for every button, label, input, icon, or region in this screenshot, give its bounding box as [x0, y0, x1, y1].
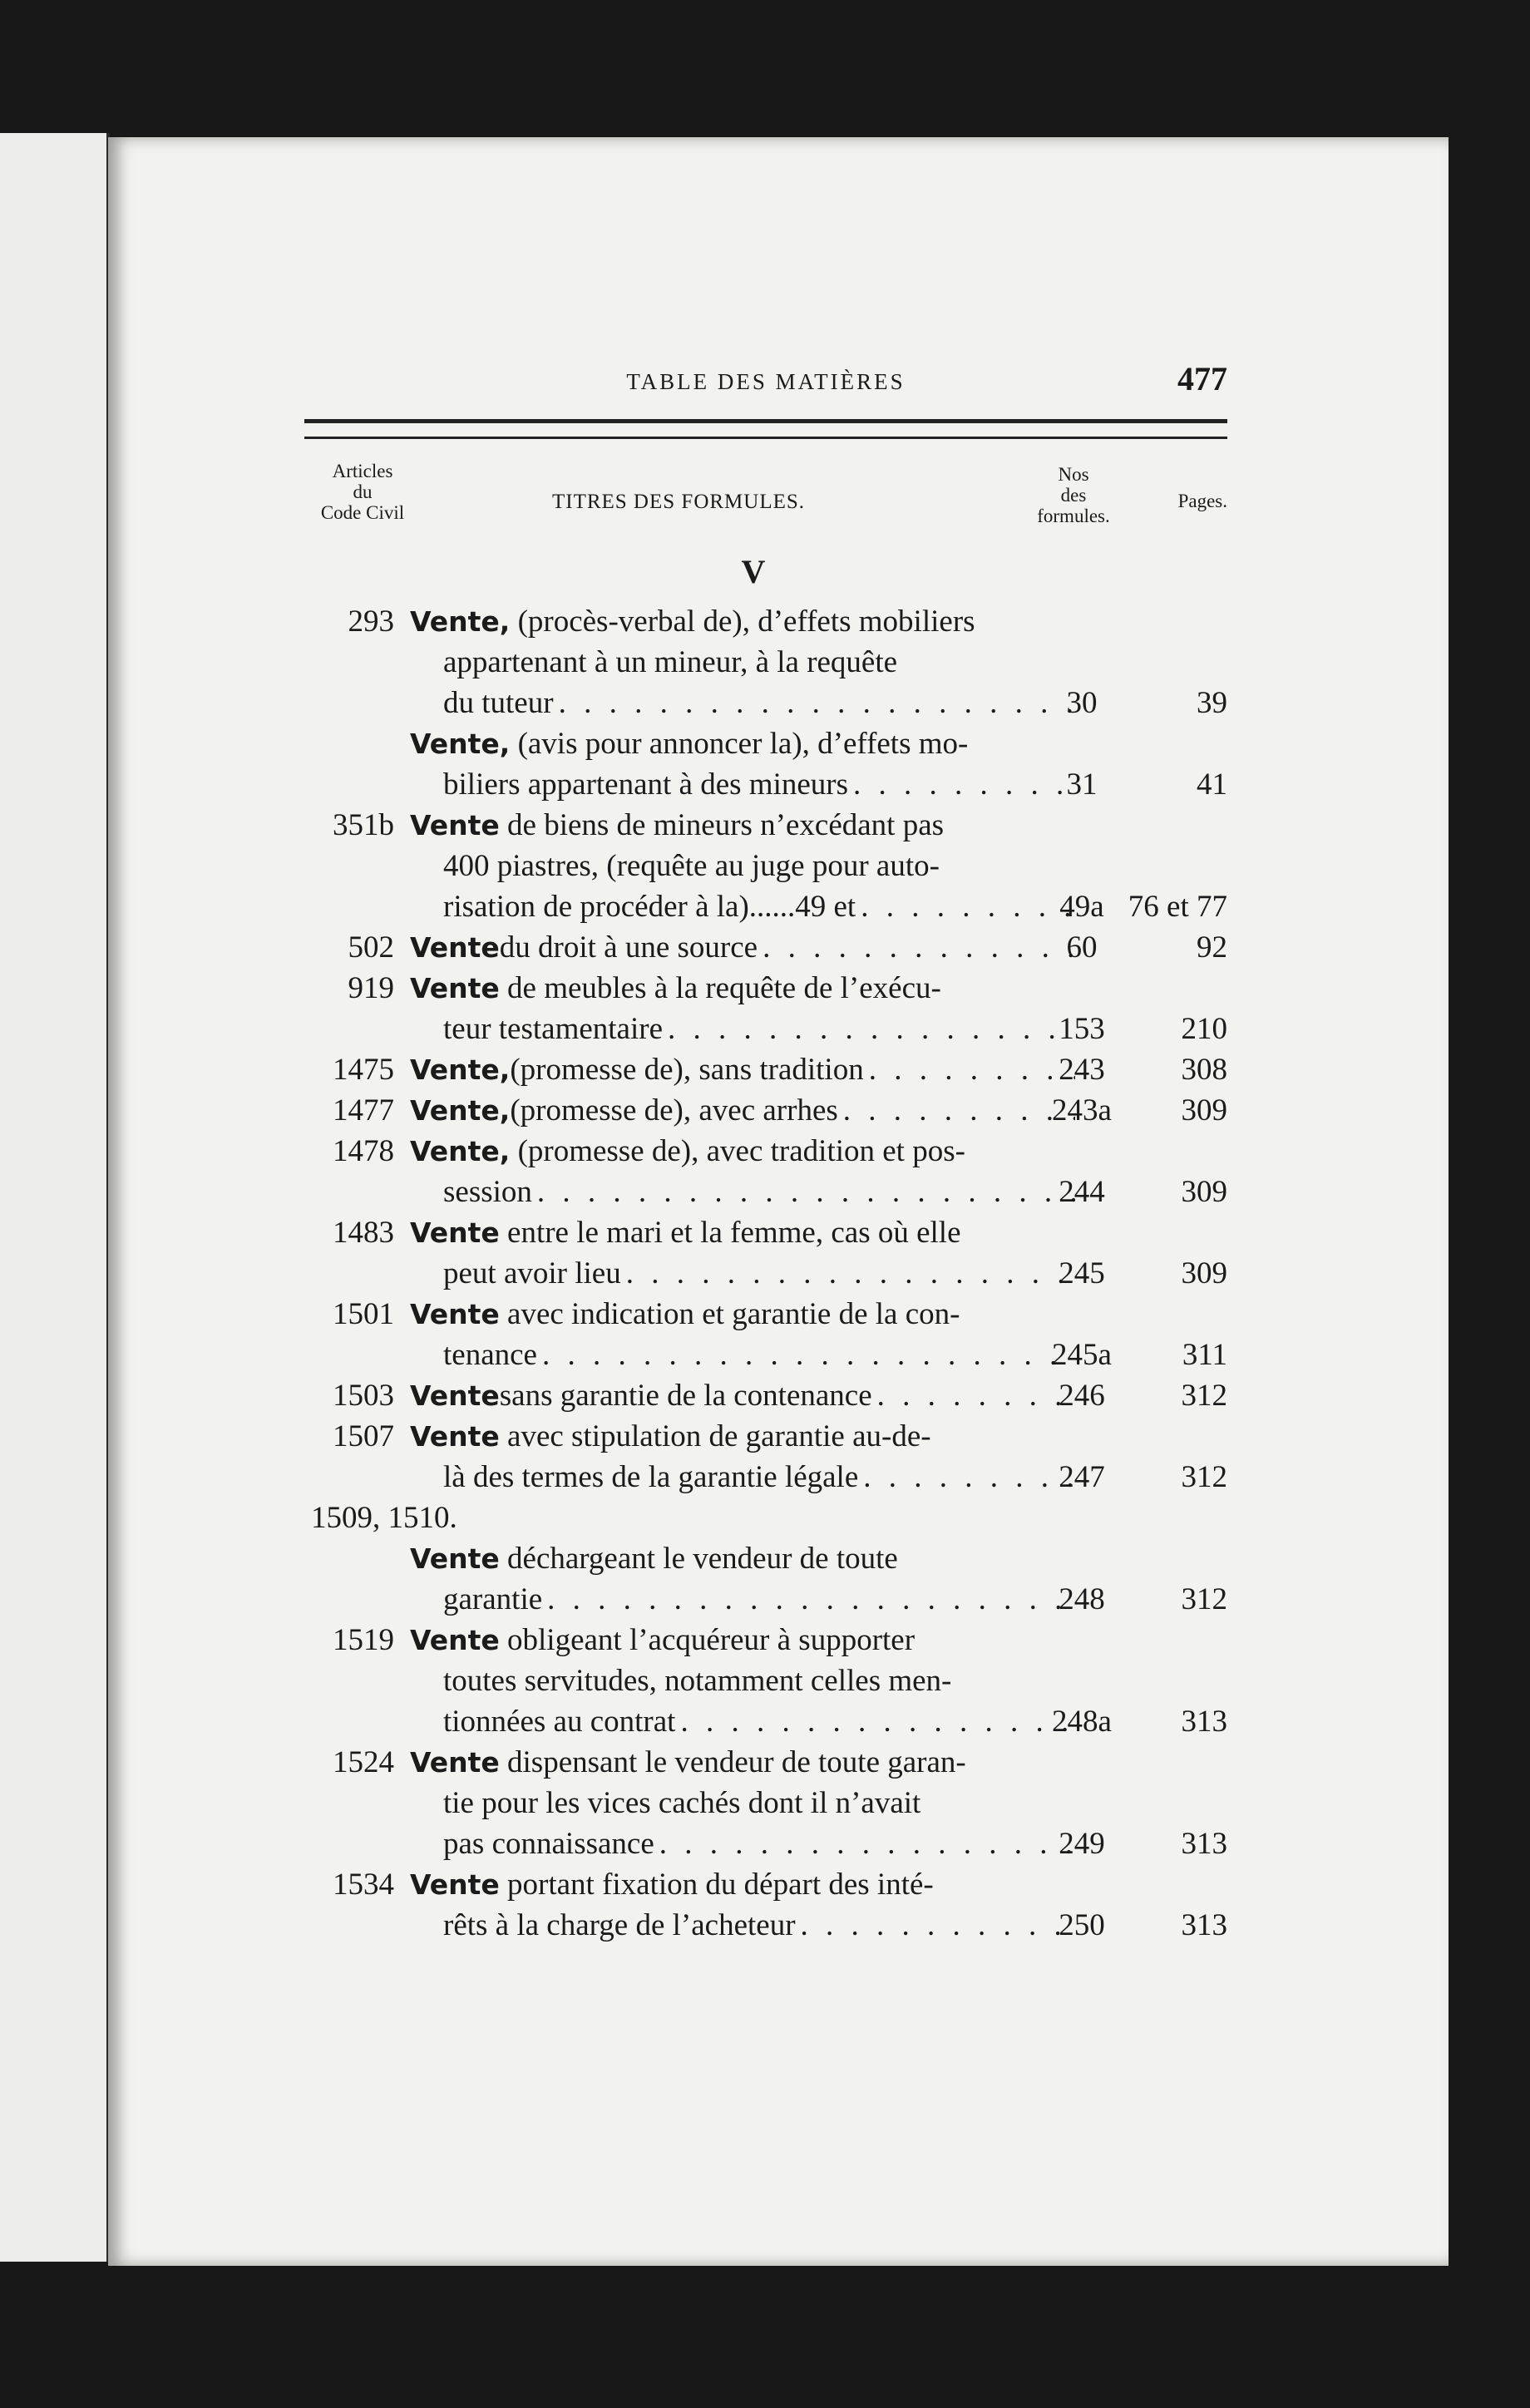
entry-text: de meubles à la requête de l’exécu- [507, 971, 941, 1005]
entry-last-line [443, 1335, 1075, 1375]
entry-text: de biens de mineurs n’excédant pas [507, 808, 945, 842]
entry-head-word: Vente [410, 1298, 500, 1330]
entry-title [410, 1742, 1075, 1864]
article-number: 1524 [333, 1745, 394, 1779]
entry-line [410, 1131, 1075, 1172]
entry-head-word: Vente [410, 1420, 500, 1453]
entry-head-word: Vente, [410, 1054, 511, 1086]
entry-text: portant fixation du départ des inté- [507, 1868, 934, 1902]
entry-text: avec stipulation de garantie au-de- [507, 1419, 931, 1453]
formula-number: 243a [1052, 1093, 1112, 1128]
entry-line [410, 1538, 1075, 1579]
titles-column-header: TITRES DES FORMULES. [551, 491, 806, 513]
page-reference: 210 [1181, 1012, 1227, 1046]
entry-line [410, 1620, 1075, 1660]
leader-dots [668, 1009, 1075, 1049]
entry-text: sans garantie de la contenance [499, 1379, 872, 1413]
leader-dots [547, 1579, 1075, 1620]
entry-last-line [410, 1090, 1075, 1131]
entry-line [410, 723, 1075, 764]
formula-number: 245a [1052, 1338, 1112, 1372]
entry-text: du tuteur [443, 686, 554, 720]
entry-line [410, 1457, 1075, 1498]
table-row [304, 1620, 1227, 1742]
table-row [304, 723, 1227, 805]
entry-title [410, 723, 1075, 805]
table-row [304, 1294, 1227, 1375]
entry-text: (promesse de), avec tradition et pos- [517, 1134, 965, 1168]
page-reference: 312 [1181, 1379, 1227, 1413]
entry-text: tionnées au contrat [443, 1705, 676, 1739]
entry-head-word: Vente, [410, 605, 511, 638]
entry-last-line [443, 1905, 1075, 1946]
entry-line [410, 1864, 1075, 1905]
page-reference: 92 [1197, 930, 1227, 965]
page-reference: 39 [1197, 686, 1227, 720]
entry-text: (avis pour annoncer la), d’effets mo- [517, 727, 969, 761]
entry-line [410, 1335, 1075, 1375]
entry-line [410, 1090, 1075, 1131]
articles-column-header: Articles du Code Civil [320, 461, 405, 523]
section-letter: V [741, 553, 766, 590]
table-row [304, 1212, 1227, 1294]
leader-dots [801, 1905, 1075, 1946]
page-reference: 312 [1181, 1460, 1227, 1494]
running-head [304, 349, 1227, 407]
entry-text: entre le mari et la femme, cas où elle [507, 1216, 961, 1250]
table-row [304, 927, 1227, 968]
entry-line [410, 1905, 1075, 1946]
entry-last-line [410, 1375, 1075, 1416]
entry-line [410, 1049, 1075, 1090]
leader-dots [626, 1253, 1075, 1294]
page-reference: 313 [1181, 1827, 1227, 1861]
facing-page-edge [0, 133, 110, 2262]
article-range-line: 1509, 1510. [311, 1501, 457, 1535]
entry-title [410, 1131, 1075, 1212]
article-number: 1519 [333, 1623, 394, 1657]
formula-number: 243 [1059, 1053, 1105, 1087]
entry-title [410, 1090, 1075, 1131]
entry-last-line [410, 927, 1075, 968]
entry-line [410, 1742, 1075, 1783]
entry-title [410, 601, 1075, 723]
formula-number: 153 [1059, 1012, 1105, 1046]
entry-head-word: Vente, [410, 1135, 511, 1167]
entry-title [410, 1049, 1075, 1090]
entry-text: session [443, 1175, 532, 1209]
page-content [304, 349, 1227, 1946]
entry-text: 400 piastres, (requête au juge pour auto- [443, 849, 940, 883]
formula-number: 248 [1059, 1582, 1105, 1616]
formula-number: 245 [1059, 1256, 1105, 1290]
entries-list-continued [304, 1538, 1227, 1946]
formula-number: 60 [1066, 930, 1098, 965]
entry-line [410, 1823, 1075, 1864]
entry-line [410, 1212, 1075, 1253]
leader-dots [680, 1701, 1075, 1742]
nos-column-header: Nos des formules. [1037, 464, 1110, 526]
entry-head-word: Vente [410, 1379, 500, 1412]
leader-dots [659, 1823, 1075, 1864]
entry-title [410, 1212, 1075, 1294]
table-row [304, 1090, 1227, 1131]
entry-text: rêts à la charge de l’acheteur [443, 1908, 796, 1942]
entry-head-word: Vente, [410, 1094, 511, 1127]
entry-title [410, 1416, 1075, 1498]
entry-text: tie pour les vices cachés dont il n’avait [443, 1786, 921, 1820]
table-row [304, 1538, 1227, 1620]
article-number: 1503 [333, 1379, 394, 1413]
entry-text: biliers appartenant à des mineurs [443, 767, 848, 802]
entry-line [410, 846, 1075, 886]
entry-text: appartenant à un mineur, à la requête [443, 645, 898, 679]
page-reference: 312 [1181, 1582, 1227, 1616]
entry-head-word: Vente [410, 1542, 500, 1575]
page-reference: 76 et 77 [1128, 890, 1227, 924]
table-row [304, 1131, 1227, 1212]
formula-number: 246 [1059, 1379, 1105, 1413]
entry-last-line [443, 886, 1075, 927]
entry-text: là des termes de la garantie légale [443, 1460, 859, 1494]
article-number: 1501 [333, 1297, 394, 1331]
formula-number: 247 [1059, 1460, 1105, 1494]
table-row [304, 1416, 1227, 1498]
entry-line [410, 1701, 1075, 1742]
formula-number: 49a [1059, 890, 1104, 924]
entry-last-line [443, 1823, 1075, 1864]
entry-last-line [410, 1049, 1075, 1090]
entry-text: du droit à une source [499, 930, 758, 965]
leader-dots [559, 683, 1075, 723]
article-number: 502 [348, 930, 394, 965]
table-row [304, 1375, 1227, 1416]
entry-text: pas connaissance [443, 1827, 654, 1861]
entry-line [410, 1660, 1075, 1701]
table-row [304, 805, 1227, 927]
entry-line [410, 968, 1075, 1009]
entry-title [410, 1864, 1075, 1946]
page-reference: 313 [1181, 1705, 1227, 1739]
entry-title [410, 1620, 1075, 1742]
entry-head-word: Vente [410, 1624, 500, 1656]
entry-line [410, 642, 1075, 683]
column-headers [304, 457, 1227, 549]
entry-last-line [443, 683, 1075, 723]
article-number: 1477 [333, 1093, 394, 1128]
article-number: 293 [348, 604, 394, 639]
entry-last-line [443, 1701, 1075, 1742]
article-number: 919 [348, 971, 394, 1005]
entry-head-word: Vente [410, 1868, 500, 1901]
entry-line [410, 1416, 1075, 1457]
article-number: 1478 [333, 1134, 394, 1168]
entry-text: obligeant l’acquéreur à supporter [507, 1623, 916, 1657]
entry-text: (promesse de), sans tradition [510, 1053, 864, 1087]
page-reference: 41 [1197, 767, 1227, 802]
entry-last-line [443, 1172, 1075, 1212]
page-reference: 311 [1182, 1338, 1227, 1372]
entry-line [410, 1579, 1075, 1620]
entry-line [410, 1172, 1075, 1212]
article-number: 1507 [333, 1419, 394, 1453]
formula-number: 31 [1066, 767, 1098, 802]
entry-title [410, 927, 1075, 968]
entry-line [410, 1375, 1075, 1416]
leader-dots [537, 1172, 1075, 1212]
entry-line [410, 1783, 1075, 1823]
page-reference: 309 [1181, 1256, 1227, 1290]
entry-text: risation de procéder à la)......49 et [443, 890, 856, 924]
entry-head-word: Vente [410, 1216, 500, 1249]
formula-number: 248a [1052, 1705, 1112, 1739]
entry-text: déchargeant le vendeur de toute [507, 1542, 898, 1576]
table-row [304, 1049, 1227, 1090]
entry-title [410, 1375, 1075, 1416]
entry-head-word: Vente [410, 931, 500, 964]
entry-line [410, 683, 1075, 723]
entry-last-line [443, 764, 1075, 805]
entry-line [410, 886, 1075, 927]
entry-line [410, 927, 1075, 968]
entry-last-line [443, 1009, 1075, 1049]
table-row [304, 1742, 1227, 1864]
entry-last-line [443, 1579, 1075, 1620]
formula-number: 250 [1059, 1908, 1105, 1942]
article-number: 1483 [333, 1216, 394, 1250]
running-title: TABLE DES MATIÈRES [626, 369, 906, 394]
formula-number: 244 [1059, 1175, 1105, 1209]
entry-head-word: Vente, [410, 728, 511, 760]
entry-text: garantie [443, 1582, 543, 1616]
entry-text: (procès-verbal de), d’effets mobiliers [517, 604, 975, 639]
entry-title [410, 805, 1075, 927]
leader-dots [542, 1335, 1075, 1375]
entry-head-word: Vente [410, 1746, 500, 1779]
entry-text: teur testamentaire [443, 1012, 664, 1046]
entry-line [410, 1009, 1075, 1049]
formula-number: 30 [1066, 686, 1098, 720]
entry-text: toutes servitudes, notamment celles men- [443, 1664, 952, 1698]
article-number: 1475 [333, 1053, 394, 1087]
table-row [304, 1864, 1227, 1946]
entry-line [410, 805, 1075, 846]
leader-dots [763, 927, 1075, 968]
entry-last-line [443, 1457, 1075, 1498]
entry-text: avec indication et garantie de la con- [507, 1297, 960, 1331]
entry-last-line [443, 1253, 1075, 1294]
double-rule [304, 419, 1227, 439]
entry-line [410, 1253, 1075, 1294]
article-number: 1534 [333, 1868, 394, 1902]
entries-list [304, 601, 1227, 1498]
pages-column-header: Pages. [1177, 491, 1227, 511]
entry-head-word: Vente [410, 809, 500, 841]
entry-line [410, 601, 1075, 642]
page-reference: 309 [1181, 1175, 1227, 1209]
entry-text: dispensant le vendeur de toute garan- [507, 1745, 966, 1779]
page-reference: 313 [1181, 1908, 1227, 1942]
page-number: 477 [1177, 360, 1227, 397]
table-row [304, 601, 1227, 723]
entry-line [410, 764, 1075, 805]
entry-title [410, 1538, 1075, 1620]
entry-title [410, 968, 1075, 1049]
entry-head-word: Vente [410, 972, 500, 1004]
table-row [304, 968, 1227, 1049]
formula-number: 249 [1059, 1827, 1105, 1861]
entry-text: tenance [443, 1338, 537, 1372]
page-reference: 309 [1181, 1093, 1227, 1128]
entry-title [410, 1294, 1075, 1375]
article-number: 351b [333, 808, 394, 842]
entry-text: (promesse de), avec arrhes [510, 1093, 838, 1128]
entry-line [410, 1294, 1075, 1335]
entry-text: peut avoir lieu [443, 1256, 621, 1290]
page-reference: 308 [1181, 1053, 1227, 1087]
